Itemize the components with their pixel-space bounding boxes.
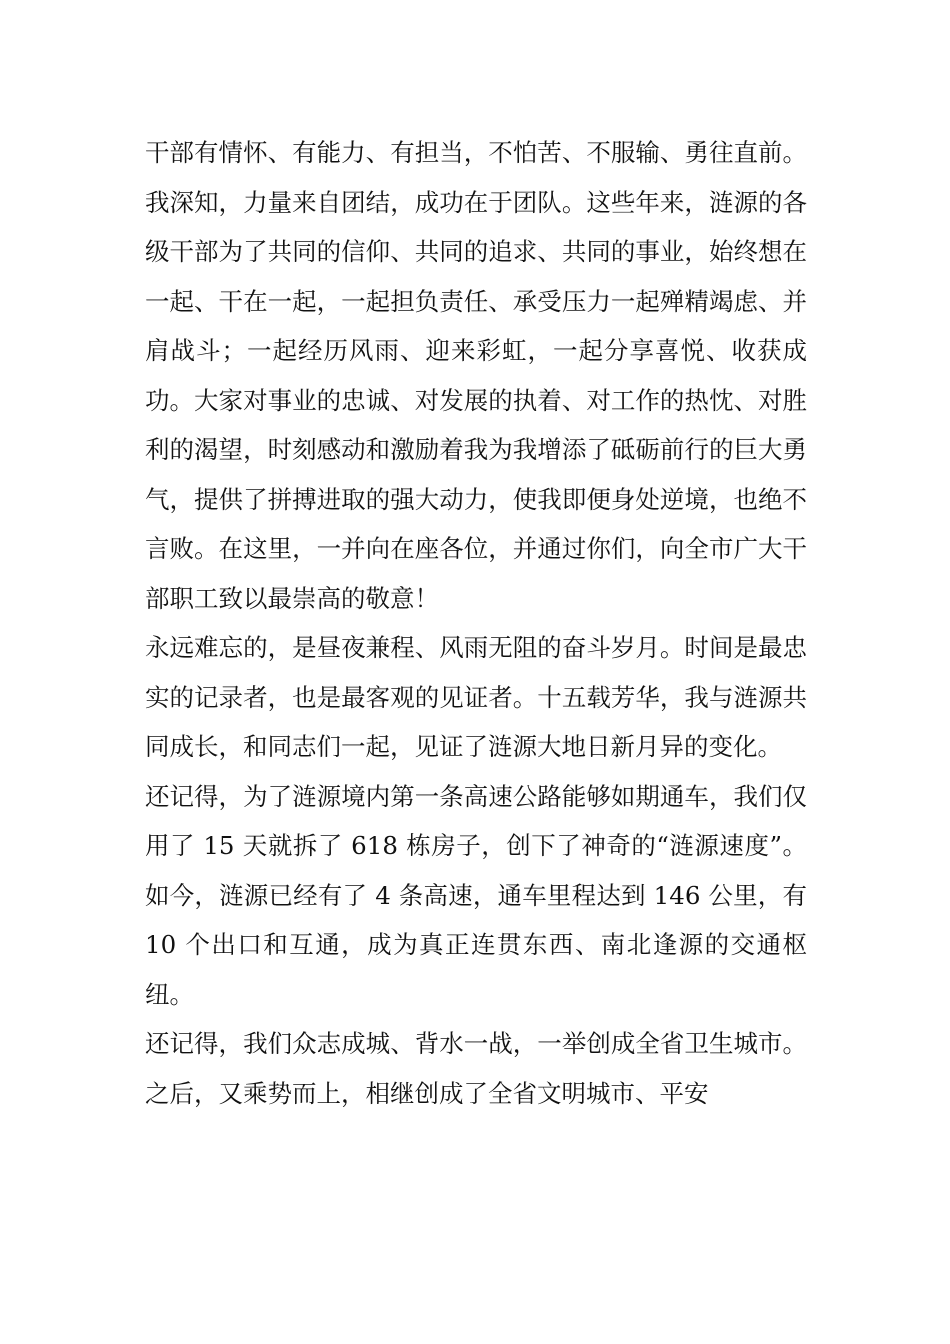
paragraph-city: 还记得，我们众志成城、背水一战，一举创成全省卫生城市。之后，又乘势而上，相继创成了全省文明城市、平安 <box>145 1029 807 1108</box>
paragraph-highway: 还记得，为了涟源境内第一条高速公路能够如期通车，我们仅用了 15 天就拆了 618 栋房子，创下了神奇的“涟源速度”。如今，涟源已经有了 4 条高速，通车里程达到 146 公里，有 10 个出口和互通，成为真正连贯东西、南北逢源的交通枢纽。 <box>145 781 807 1009</box>
paragraph-years: 永远难忘的，是昼夜兼程、风雨无阻的奋斗岁月。时间是最忠实的记录者，也是最客观的见证者。十五载芳华，我与涟源共同成长，和同志们一起，见证了涟源大地日新月异的变化。 <box>145 633 807 761</box>
paragraph-cadres: 干部有情怀、有能力、有担当，不怕苦、不服输、勇往直前。我深知，力量来自团结，成功在于团队。这些年来，涟源的各级干部为了共同的信仰、共同的追求、共同的事业，始终想在一起、干在一起，一起担负责任、承受压力一起殚精竭虑、并肩战斗；一起经历风雨、迎来彩虹，一起分享喜悦、收获成功。大家对事业的忠诚、对发展的执着、对工作的热忱、对胜利的渴望，时刻感动和激励着我为我增添了砥砺前行的巨大勇气，提供了拼搏进取的强大动力，使我即便身处逆境，也绝不言败。在这里，一并向在座各位，并通过你们，向全市广大干部职工致以最崇高的敬意！ <box>145 138 807 613</box>
body-text <box>145 128 807 1118</box>
